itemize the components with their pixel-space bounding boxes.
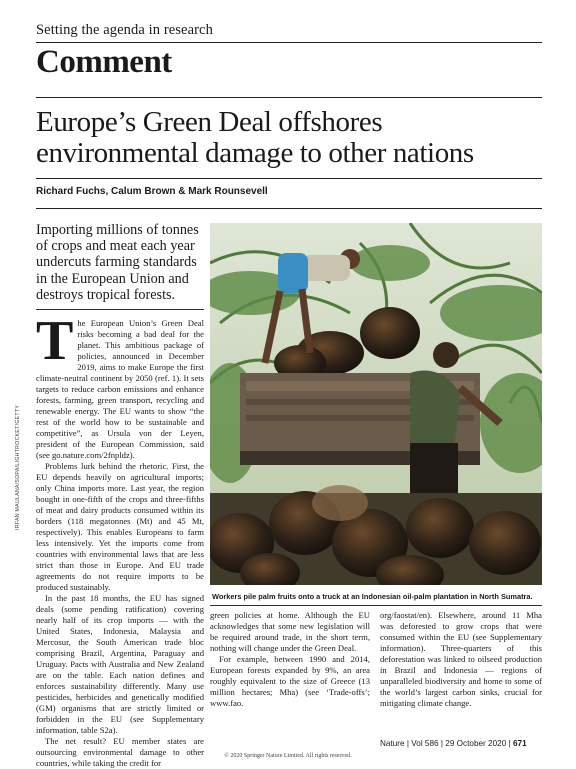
article-headline: Europe’s Green Deal offshores environmental damage to other nations bbox=[36, 106, 474, 169]
body-column-1 bbox=[36, 310, 204, 769]
page-footer bbox=[380, 739, 527, 748]
section-kicker: Setting the agenda in research bbox=[36, 22, 213, 38]
body-paragraph: For example, between 1990 and 2014, European forests expanded by 9%, an area roughly equivalent to the size of Greece (13 million hectares; Mha) (see ‘Trade-offs’; www.fao. bbox=[210, 654, 370, 708]
authors-rule bbox=[36, 208, 542, 209]
palm-plantation-photo bbox=[210, 223, 542, 585]
copyright-notice: © 2020 Springer Nature Limited. All rights reserved. bbox=[224, 753, 352, 759]
issue-date: 29 October 2020 bbox=[445, 739, 507, 748]
section-rule bbox=[36, 97, 542, 98]
headline-rule bbox=[36, 178, 542, 179]
section-title: Comment bbox=[36, 44, 172, 80]
article-authors: Richard Fuchs, Calum Brown & Mark Rounsevell bbox=[36, 186, 268, 197]
photo-caption: Workers pile palm fruits onto a truck at an Indonesian oil-palm plantation in North Sumatra. bbox=[212, 592, 533, 601]
footer-separator: | bbox=[406, 739, 412, 748]
body-paragraph: org/faostat/en). Elsewhere, around 11 Mha was deforested to grow crops that were consumed within the EU (see Supplementary information). Three-quarters of this deforestation was linked to oilseed production in Brazil and Indonesia — regions of unparalleled biodiversity and home to some of the world’s largest carbon sinks, crucial for mitigating climate change. bbox=[380, 610, 542, 708]
body-paragraph: The European Union’s Green Deal risks becoming a bad deal for the planet. This ambitious package of policies, announced in December 2019, aims to make Europe the first climate-neutral continent by 2050 (ref. 1). It sets targets to reduce carbon emissions and enhance forests, farming, green transport, recycling and renewable energy. The EU wants to show “the rest of the world how to be sustainable and competitive”, as Ursula von der Leyen, president of the European Commission, said (see go.nature.com/2fnpldz). bbox=[36, 310, 204, 460]
footer-separator: | bbox=[440, 739, 446, 748]
drop-cap: T bbox=[36, 310, 74, 372]
page-number: 671 bbox=[512, 739, 527, 748]
article-standfirst: Importing millions of tonnes of crops and meat each year undercuts farming standards in the European Union and destroys tropical forests. bbox=[36, 222, 199, 303]
body-column-3 bbox=[380, 610, 542, 709]
body-paragraph: The net result? EU member states are outsourcing environmental damage to other countries, while taking the credit for bbox=[36, 736, 204, 768]
body-paragraph: green policies at home. Although the EU acknowledges that some new legislation will be required around trade, in the short term, nothing will change under the Green Deal. bbox=[210, 610, 370, 653]
caption-rule bbox=[210, 605, 542, 606]
journal-volume: Vol 586 bbox=[411, 739, 439, 748]
body-column-2 bbox=[210, 610, 370, 709]
journal-name: Nature bbox=[380, 739, 405, 748]
footer-separator: | bbox=[508, 739, 513, 748]
body-paragraph: In the past 18 months, the EU has signed deals (some pending ratification) covering nearly half of its crop imports — with the United States, Indonesia, Malaysia and Mercosur, the South American trade bloc comprising Brazil, Argentina, Paraguay and Uruguay. Pacts with Australia and New Zealand are on the table. Each nation defines and enforces sustainability differently. Many use pesticides, herbicides and genetically modified (GM) organisms that are strictly limited or forbidden in the EU (see Supplementary information, table S2a). bbox=[36, 593, 204, 735]
kicker-rule bbox=[36, 42, 542, 43]
photo-credit: IRFAN MAULANA/SOPA/LIGHTROCKET/GETTY bbox=[15, 404, 21, 530]
article-photo bbox=[210, 223, 542, 585]
body-paragraph: Problems lurk behind the rhetoric. First, the EU depends heavily on agricultural imports; only China imports more. Last year, the region bought in one-fifth of the crops and three-fifths of meat and dairy products consumed within its borders (118 megatonnes (Mt) and 45 Mt, respectively). This enables Europeans to farm less intensively. Yet the imports come from countries with environmental laws that are less strict than those in Europe. And EU trade agreements do not require imports to be produced sustainably. bbox=[36, 461, 204, 592]
